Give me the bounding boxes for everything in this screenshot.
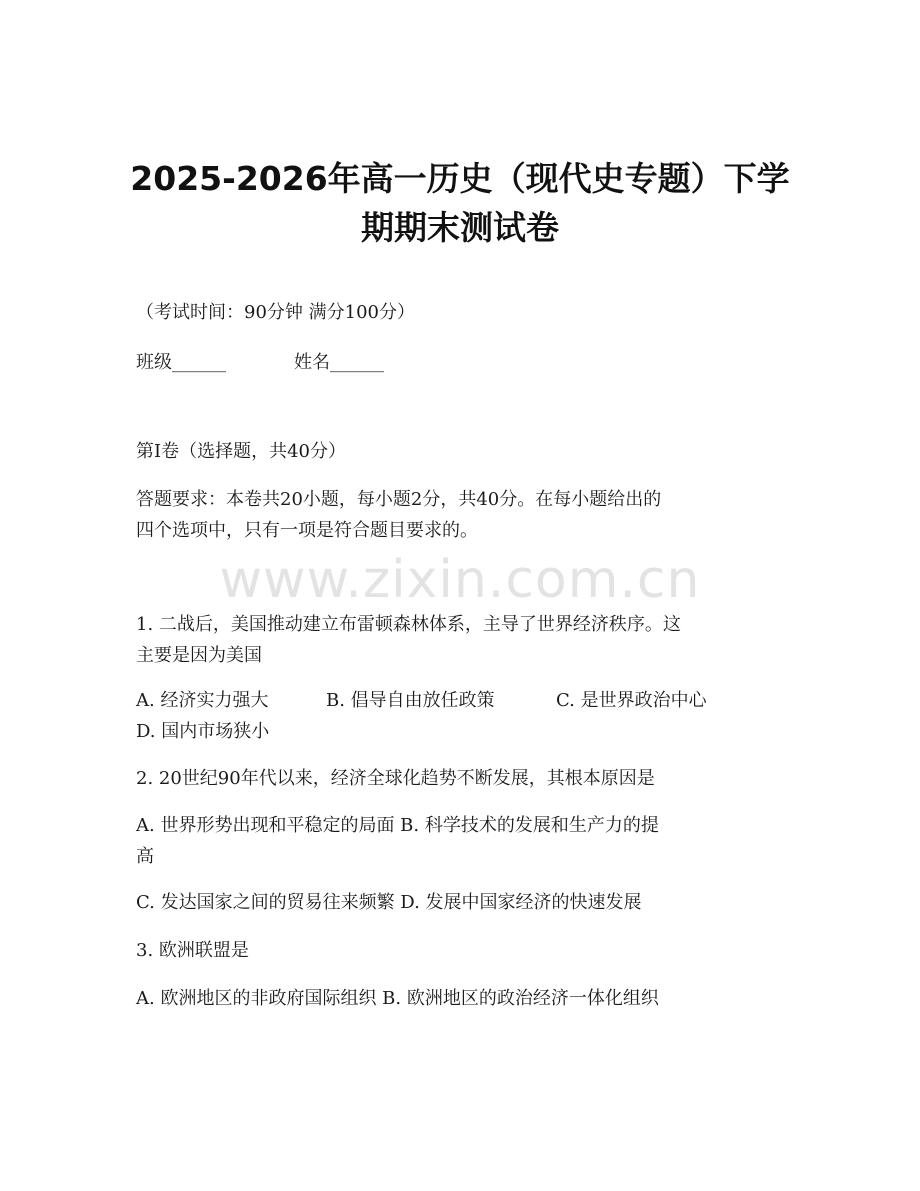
question-1-option-c: C. 是世界政治中心 (556, 690, 707, 711)
question-3-options-ab: A. 欧洲地区的非政府国际组织 B. 欧洲地区的政治经济一体化组织 (136, 988, 659, 1009)
exam-title-line2: 期期末测试卷 (361, 208, 559, 247)
question-1-option-d: D. 国内市场狭小 (136, 721, 270, 742)
question-2-options-ab-line2: 高 (136, 846, 154, 867)
question-2-stem: 2. 20世纪90年代以来，经济全球化趋势不断发展，其根本原因是 (136, 768, 655, 789)
instructions-line2: 四个选项中，只有一项是符合题目要求的。 (136, 520, 478, 541)
question-2-options-ab-line1: A. 世界形势出现和平稳定的局面 B. 科学技术的发展和生产力的提 (136, 815, 659, 836)
section-heading: 第Ⅰ卷（选择题，共40分） (136, 441, 347, 462)
question-1-option-a: A. 经济实力强大 (136, 690, 269, 711)
question-3-stem: 3. 欧洲联盟是 (136, 940, 249, 961)
question-1-option-b: B. 倡导自由放任政策 (326, 690, 495, 711)
exam-title-line1: 2025-2026年高一历史（现代史专题）下学 (130, 159, 790, 198)
instructions-line1: 答题要求：本卷共20小题，每小题2分，共40分。在每小题给出的 (136, 489, 662, 510)
question-1-stem-line1: 1. 二战后，美国推动建立布雷顿森林体系，主导了世界经济秩序。这 (136, 614, 681, 635)
exam-info: （考试时间：90分钟 满分100分） (136, 302, 415, 323)
watermark: www.zixin.com.cn (219, 550, 701, 610)
question-2-options-cd: C. 发达国家之间的贸易往来频繁 D. 发展中国家经济的快速发展 (136, 892, 642, 913)
name-field-label: 姓名______ (294, 352, 384, 373)
class-field-label: 班级______ (136, 352, 226, 373)
question-1-stem-line2: 主要是因为美国 (136, 645, 262, 666)
